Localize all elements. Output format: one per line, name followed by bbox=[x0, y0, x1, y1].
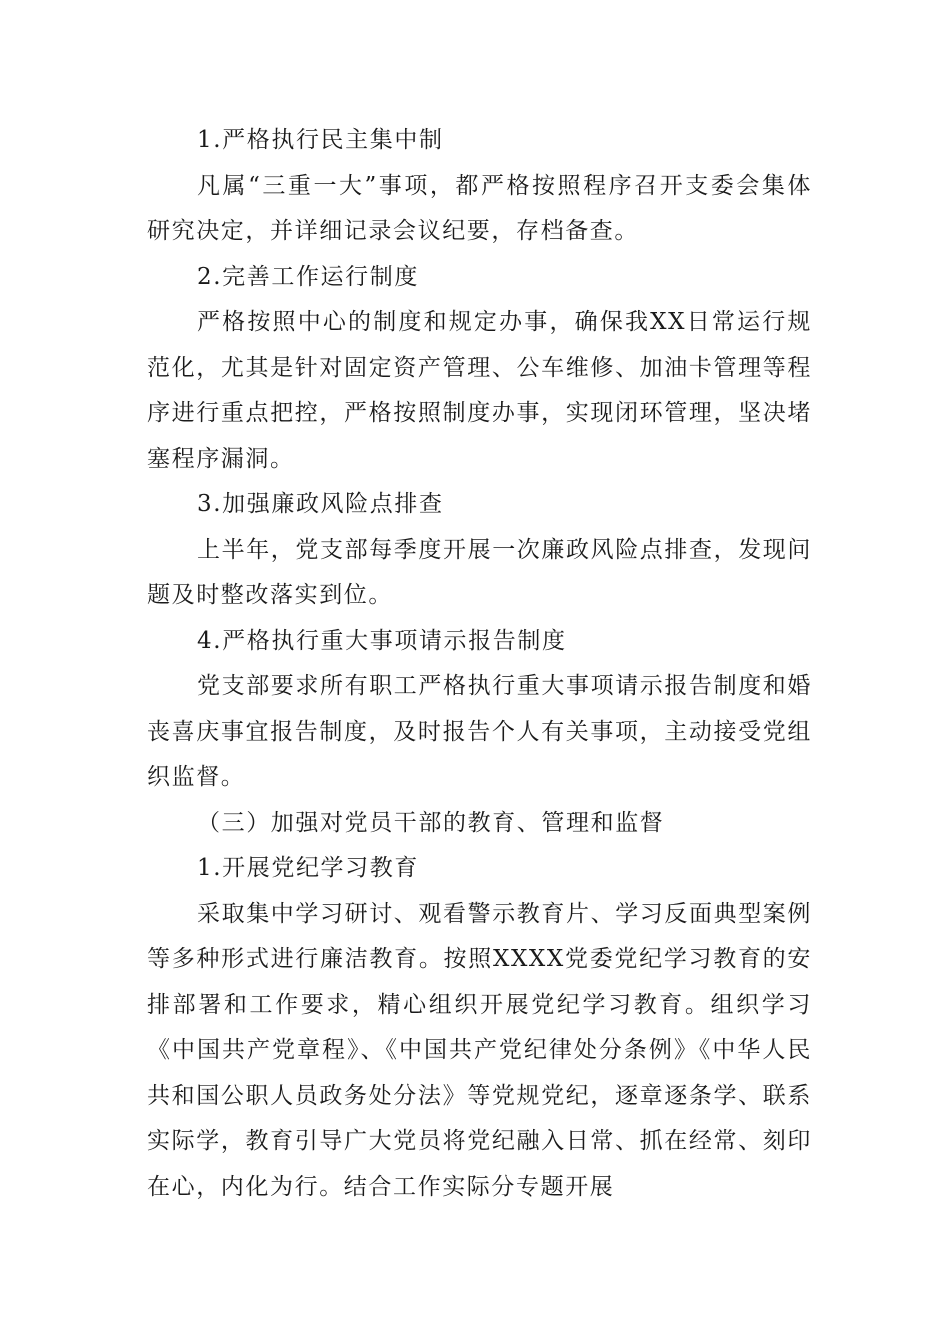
paragraph-work-operation: 严格按照中心的制度和规定办事，确保我XX日常运行规范化，尤其是针对固定资产管理、公车维修、加油卡管理等程序进行重点把控，严格按照制度办事，实现闭环管理，坚决堵塞程序漏洞。 bbox=[147, 309, 812, 472]
paragraph-risk-point-check: 上半年，党支部每季度开展一次廉政风险点排查，发现问题及时整改落实到位。 bbox=[147, 536, 812, 608]
document-body bbox=[147, 118, 812, 1210]
paragraph-discipline-study: 采取集中学习研讨、观看警示教育片、学习反面典型案例等多种形式进行廉洁教育。按照XXXX党委党纪学习教育的安排部署和工作要求，精心组织开展党纪学习教育。组织学习《中国共产党章程》、《中国共产党纪律处分条例》《中华人民共和国公职人员政务处分法》等党规党纪，逐章逐条学、联系实际学，教育引导广大党员将党纪融入日常、抓在经常、刻印在心，内化为行。结合工作实际分专题开展 bbox=[147, 900, 812, 1200]
subheading-discipline-study: 1.开展党纪学习教育 bbox=[197, 855, 419, 881]
subheading-risk-point-check: 3.加强廉政风险点排查 bbox=[197, 491, 444, 517]
paragraph-major-matters-reporting: 党支部要求所有职工严格执行重大事项请示报告制度和婚丧喜庆事宜报告制度，及时报告个人有关事项，主动接受党组织监督。 bbox=[147, 673, 812, 790]
section-heading-party-member-education: （三）加强对党员干部的教育、管理和监督 bbox=[197, 809, 665, 836]
paragraph-three-major-one-large: 凡属“三重一大”事项，都严格按照程序召开支委会集体研究决定，并详细记录会议纪要，存档备查。 bbox=[147, 172, 812, 244]
subheading-work-operation-system: 2.完善工作运行制度 bbox=[197, 263, 419, 290]
subheading-major-matters-reporting: 4.严格执行重大事项请示报告制度 bbox=[197, 627, 567, 654]
subheading-democratic-centralism: 1.严格执行民主集中制 bbox=[197, 127, 444, 153]
